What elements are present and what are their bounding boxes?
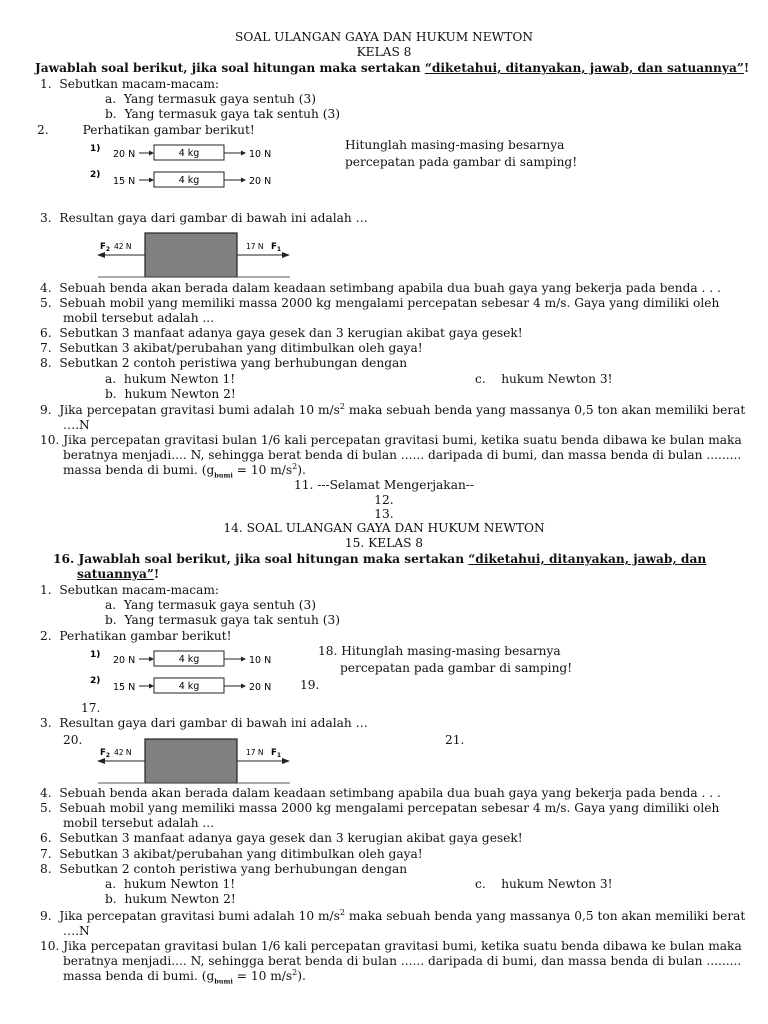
fig1b-row1-label: 1)	[90, 650, 101, 660]
fig1b-row2-left: 15 N	[113, 682, 136, 693]
fig1-row2-label: 2)	[90, 170, 101, 180]
instructions-2-cont: satuannya”!	[77, 567, 160, 581]
class-label: KELAS 8	[356, 45, 412, 59]
q2-2: 2. Perhatikan gambar berikut!	[40, 629, 232, 643]
q1b: b. Yang termasuk gaya tak sentuh (3)	[105, 107, 341, 121]
resultant-figure-1	[96, 229, 292, 281]
fig1b-row1-right: 10 N	[249, 655, 272, 666]
q10: 10. Jika percepatan gravitasi bulan 1/6 kali percepatan gravitasi bumi, ketika suatu benda dibawa ke bulan maka	[40, 433, 742, 447]
fig1b-row2-right: 20 N	[249, 682, 272, 693]
q9-2: 9. Jika percepatan gravitasi bumi adalah 10 $m/s^2$ maka sebuah benda yang massanya 0,5 ton akan memiliki berat	[40, 907, 746, 923]
q8b-2: b. hukum Newton 2!	[105, 892, 236, 906]
hitunglah-line2: percepatan pada gambar di samping!	[345, 155, 578, 169]
q3-2: 3. Resultan gaya dari gambar di bawah ini adalah …	[40, 716, 368, 730]
fig2b-right-force: $F_1$	[271, 748, 281, 759]
closing-line: 11. ---Selamat Mengerjakan--	[293, 478, 475, 492]
q10-cont2-2: massa benda di bumi. ($g_{bumi} = 10$ $m/s^2$).	[63, 967, 306, 986]
force-figure-1	[88, 140, 288, 192]
q10-cont1: beratnya menjadi.... N, sehingga berat benda di bulan ...... daripada di bumi, dan massa benda di bulan .........	[63, 448, 742, 462]
q1: 1. Sebutkan macam-macam:	[40, 77, 220, 91]
line-19: 19.	[300, 678, 320, 692]
q6-2: 6. Sebutkan 3 manfaat adanya gaya gesek dan 3 kerugian akibat gaya gesek!	[40, 831, 523, 845]
fig2-right-value: 17 N	[246, 242, 264, 251]
q9-cont: ….N	[63, 418, 90, 432]
fig2-right-force: $F_1$	[271, 242, 281, 253]
hitunglah-line1: Hitunglah masing-masing besarnya	[345, 138, 565, 152]
q8b: b. hukum Newton 2!	[105, 387, 236, 401]
q5-cont-2: mobil tersebut adalah ...	[63, 816, 215, 830]
page-title: SOAL ULANGAN GAYA DAN HUKUM NEWTON	[234, 30, 533, 44]
q3: 3. Resultan gaya dari gambar di bawah ini adalah …	[40, 211, 368, 225]
q10-cont2: massa benda di bumi. ($g_{bumi} = 10$ $m/s^2$).	[63, 461, 306, 480]
fig1-row2-mass: 4 kg	[178, 175, 200, 186]
fig1b-row1-mass: 4 kg	[178, 654, 200, 665]
hitunglah-line1-2: 18. Hitunglah masing-masing besarnya	[318, 644, 561, 658]
q1a: a. Yang termasuk gaya sentuh (3)	[105, 92, 317, 106]
q10-cont1-2: beratnya menjadi.... N, sehingga berat benda di bulan ...... daripada di bumi, dan massa benda di bulan .........	[63, 954, 742, 968]
line-17: 17.	[81, 701, 101, 715]
q8a-2: a. hukum Newton 1!	[105, 877, 236, 891]
line-12: 12.	[374, 493, 394, 507]
fig2-left-value: 42 N	[114, 242, 132, 251]
fig1-row2-right: 20 N	[249, 176, 272, 187]
q8c-2: c. hukum Newton 3!	[475, 877, 613, 891]
fig1-row2-left: 15 N	[113, 176, 136, 187]
fig1b-row2-label: 2)	[90, 676, 101, 686]
fig1-row1-left: 20 N	[113, 149, 136, 160]
q2: 2. Perhatikan gambar berikut!	[37, 123, 255, 137]
class-label-2: 15. KELAS 8	[344, 536, 424, 550]
fig2b-right-value: 17 N	[246, 748, 264, 757]
q4: 4. Sebuah benda akan berada dalam keadaan setimbang apabila dua buah gaya yang bekerja pada benda . . .	[40, 281, 721, 295]
q1b-2: b. Yang termasuk gaya tak sentuh (3)	[105, 613, 341, 627]
q5: 5. Sebuah mobil yang memiliki massa 2000 kg mengalami percepatan sebesar 4 m/s. Gaya yang dimiliki oleh	[40, 296, 720, 310]
q7: 7. Sebutkan 3 akibat/perubahan yang ditimbulkan oleh gaya!	[40, 341, 423, 355]
resultant-figure-2	[96, 735, 292, 787]
q8a: a. hukum Newton 1!	[105, 372, 236, 386]
fig1-row1-mass: 4 kg	[178, 148, 200, 159]
fig1b-row1-left: 20 N	[113, 655, 136, 666]
instructions-2: 16. Jawablah soal berikut, jika soal hitungan maka sertakan “diketahui, ditanyakan, jawab, dan	[53, 552, 707, 566]
line-13: 13.	[374, 507, 394, 521]
force-figure-2	[88, 646, 288, 698]
fig1-row1-label: 1)	[90, 144, 101, 154]
q1-2: 1. Sebutkan macam-macam:	[40, 583, 220, 597]
q5-cont: mobil tersebut adalah ...	[63, 311, 215, 325]
fig2b-left-force: $F_2$	[100, 748, 110, 759]
fig2-box	[145, 233, 237, 277]
q7-2: 7. Sebutkan 3 akibat/perubahan yang ditimbulkan oleh gaya!	[40, 847, 423, 861]
q9: 9. Jika percepatan gravitasi bumi adalah 10 $m/s^2$ maka sebuah benda yang massanya 0,5 ton akan memiliki berat	[40, 401, 746, 417]
fig2b-box	[145, 739, 237, 783]
q8: 8. Sebutkan 2 contoh peristiwa yang berhubungan dengan	[40, 356, 408, 370]
q10-2: 10. Jika percepatan gravitasi bulan 1/6 kali percepatan gravitasi bumi, ketika suatu benda dibawa ke bulan maka	[40, 939, 742, 953]
q5-2: 5. Sebuah mobil yang memiliki massa 2000 kg mengalami percepatan sebesar 4 m/s. Gaya yang dimiliki oleh	[40, 801, 720, 815]
page-title-2: 14. SOAL ULANGAN GAYA DAN HUKUM NEWTON	[223, 521, 545, 535]
q1a-2: a. Yang termasuk gaya sentuh (3)	[105, 598, 317, 612]
q8-2: 8. Sebutkan 2 contoh peristiwa yang berhubungan dengan	[40, 862, 408, 876]
q4-2: 4. Sebuah benda akan berada dalam keadaan setimbang apabila dua buah gaya yang bekerja pada benda . . .	[40, 786, 721, 800]
line-20: 20.	[63, 733, 83, 747]
fig1-row1-right: 10 N	[249, 149, 272, 160]
fig1b-row2-mass: 4 kg	[178, 681, 200, 692]
fig2b-left-value: 42 N	[114, 748, 132, 757]
q6: 6. Sebutkan 3 manfaat adanya gaya gesek dan 3 kerugian akibat gaya gesek!	[40, 326, 523, 340]
instructions: Jawablah soal berikut, jika soal hitungan maka sertakan “diketahui, ditanyakan, jawab, dan satuannya”!	[35, 61, 750, 75]
q9-cont-2: ….N	[63, 924, 90, 938]
q8c: c. hukum Newton 3!	[475, 372, 613, 386]
fig2-left-force: $F_2$	[100, 242, 110, 253]
hitunglah-line2-2: percepatan pada gambar di samping!	[340, 661, 573, 675]
line-21: 21.	[445, 733, 465, 747]
